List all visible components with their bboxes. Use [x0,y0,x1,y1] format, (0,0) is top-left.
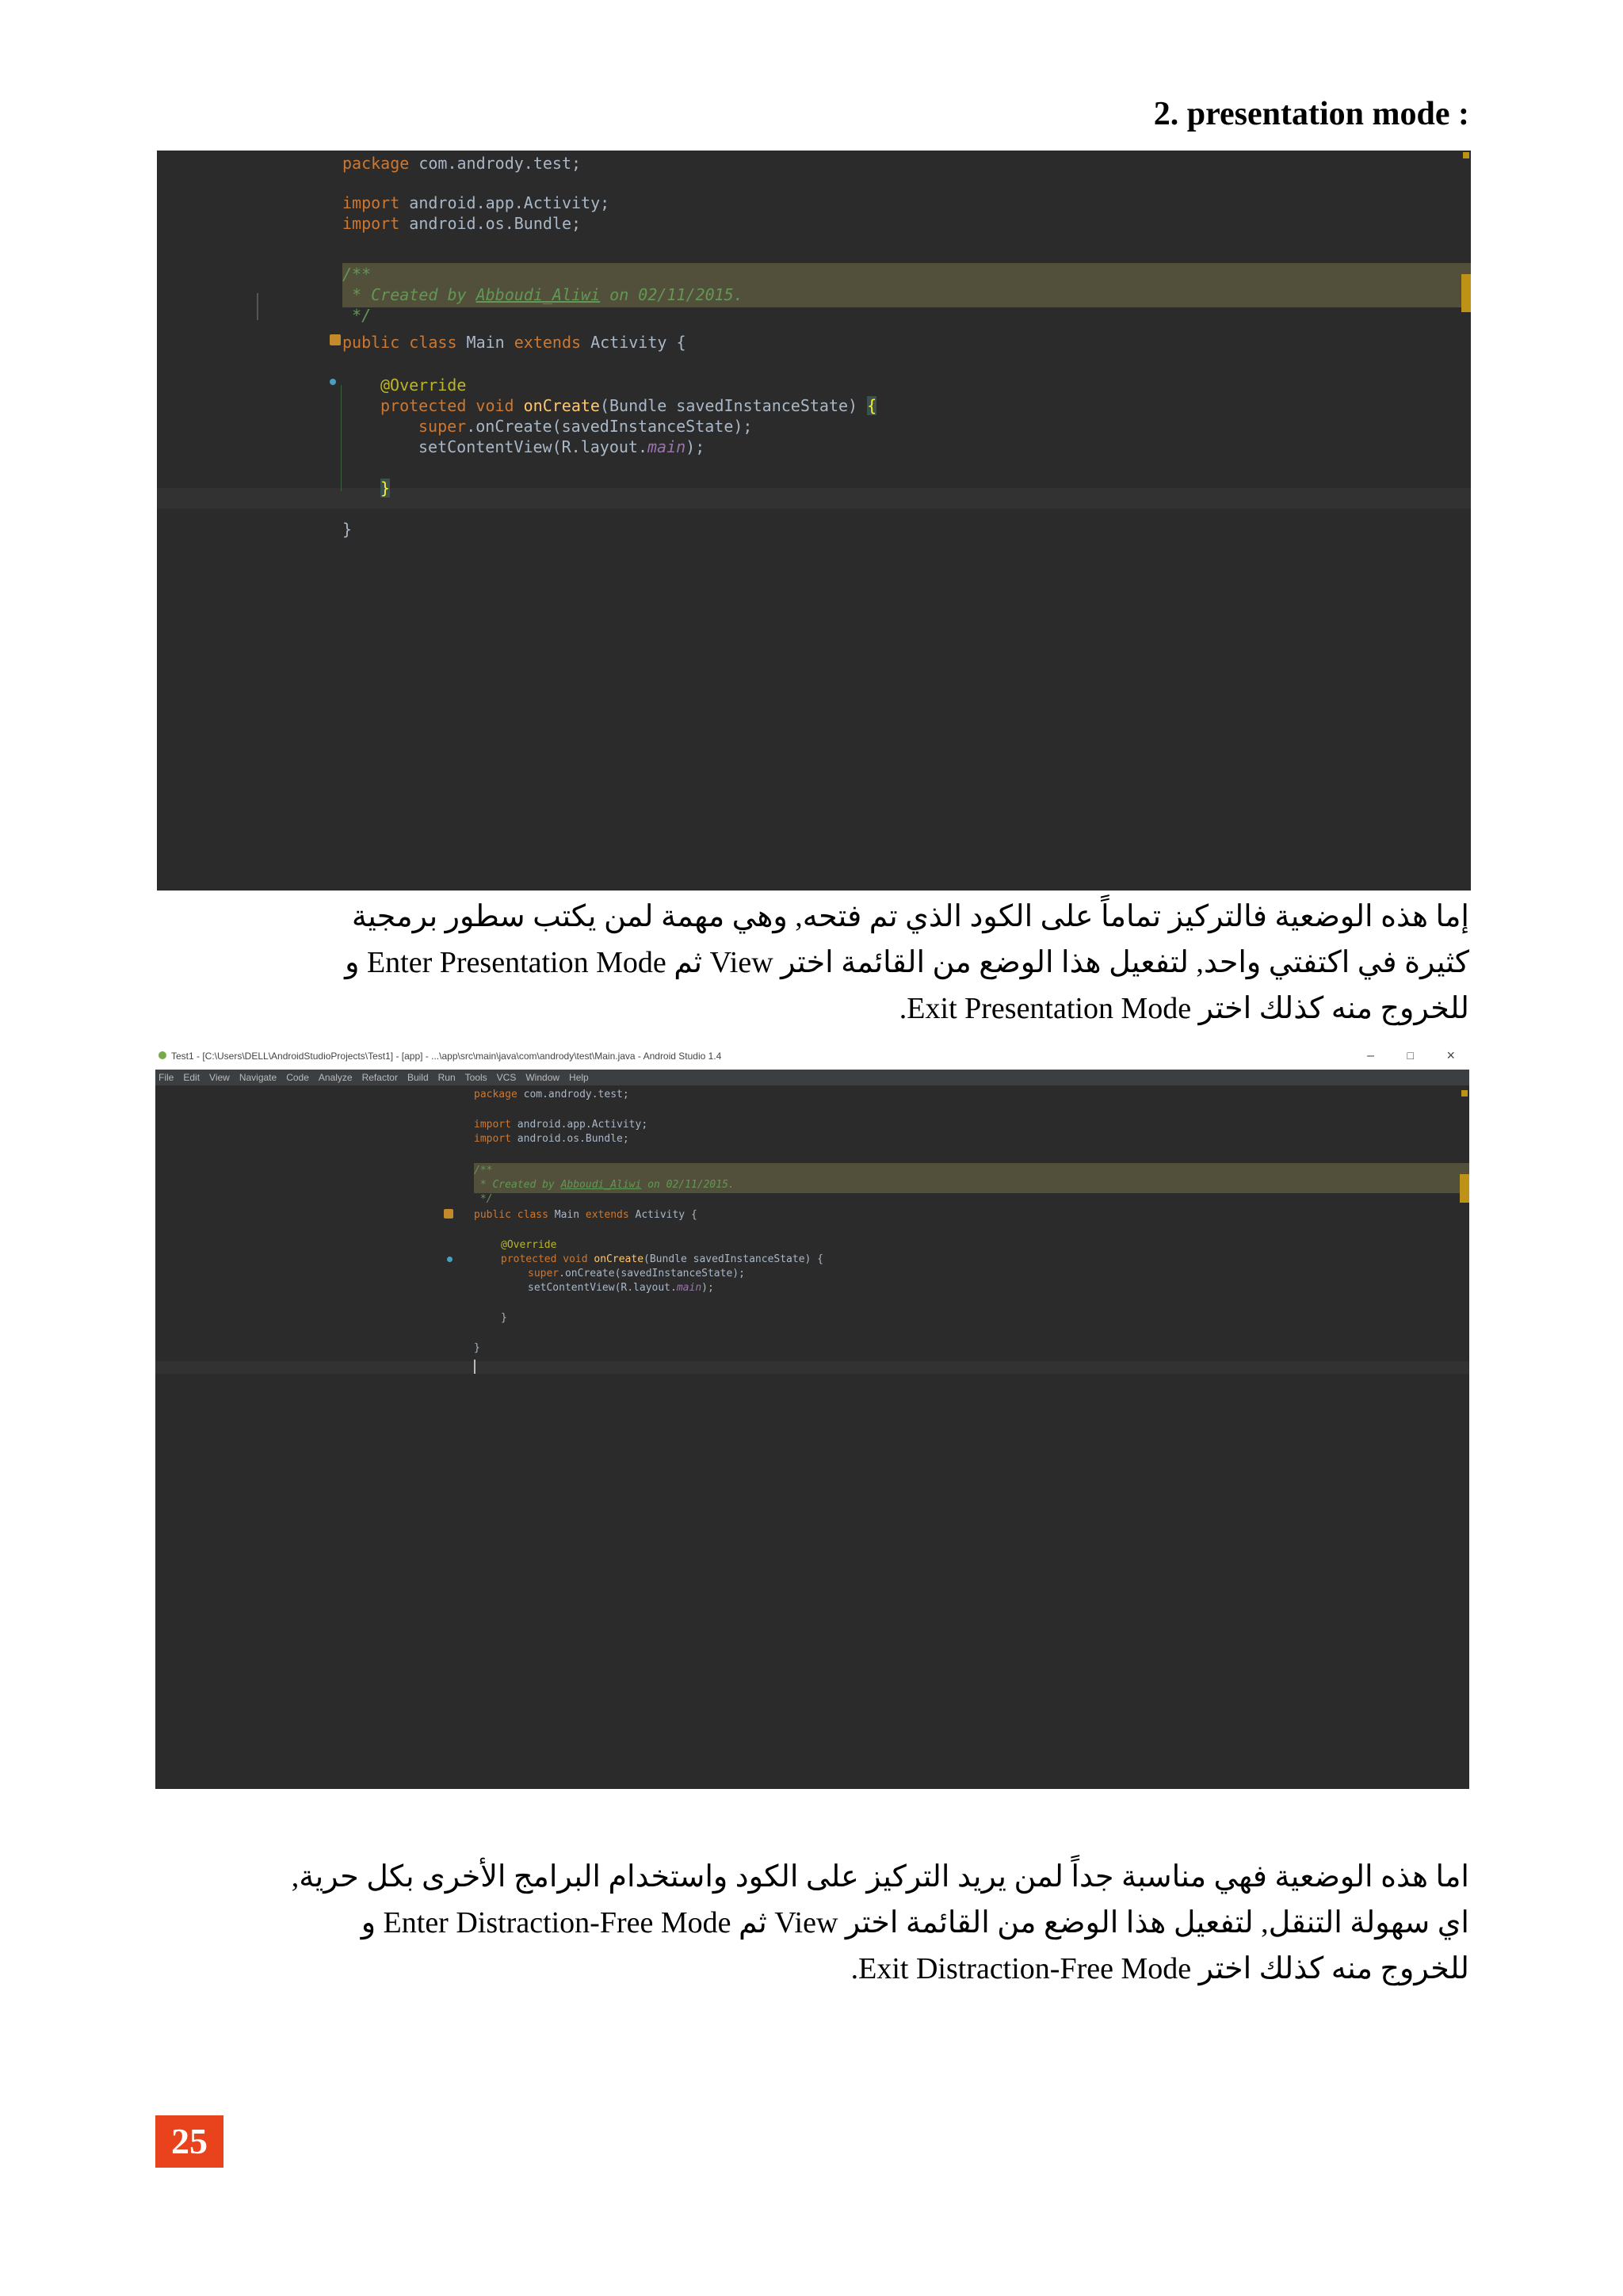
class-gutter-icon [330,334,341,345]
menu-item-code[interactable]: Code [286,1072,309,1083]
override-gutter-icon [447,1257,453,1262]
close-button[interactable]: × [1446,1047,1455,1063]
scroll-marker [1460,1174,1469,1203]
maximize-button[interactable]: □ [1407,1049,1414,1062]
menu-item-window[interactable]: Window [525,1072,560,1083]
window-title: Test1 - [C:\Users\DELL\AndroidStudioProjects\Test1] - [app] - ...\app\src\main\java\com\andrody\test\Main.java - Android Studio 1.4 [171,1051,722,1062]
inspection-indicator [1463,152,1469,158]
menu-item-vcs[interactable]: VCS [496,1072,517,1083]
menu-item-help[interactable]: Help [569,1072,589,1083]
caret-line-highlight [155,1361,1469,1374]
class-gutter-icon [444,1209,453,1219]
app-icon [158,1051,166,1059]
menu-item-analyze[interactable]: Analyze [318,1072,353,1083]
menu-item-tools[interactable]: Tools [464,1072,487,1083]
inspection-indicator [1461,1090,1468,1097]
text-cursor [474,1360,475,1374]
page-number: 25 [155,2115,223,2168]
scroll-marker [1461,274,1471,312]
presentation-mode-screenshot: package com.andrody.test; import android.app.Activity; import android.os.Bundle; /** * Created by Abboudi_Aliwi on 02/11/2015. */ public class Main extends Activity { @Override protected void onCreate(Bundle savedInstanceState) { super.onCreate(savedInstanceState); setContentView(R.layout.main); } } [157,151,1471,891]
menu-item-run[interactable]: Run [437,1072,456,1083]
section-heading: 2. presentation mode : [1153,96,1469,132]
presentation-mode-description: إما هذه الوضعية فالتركيز تماماً على الكود الذي تم فتحه, وهي مهمة لمن يكتب سطور برمجية كثيرة في اكتفتي واحد, لتفعيل هذا الوضع من القائمة اختر View ثم Enter Presentation Mode و للخروج منه كذلك اختر Exit Presentation Mode. [345,900,1469,1025]
menu-item-edit[interactable]: Edit [183,1072,200,1083]
override-gutter-icon [330,379,336,385]
distraction-free-mode-screenshot: package com.andrody.test; import android.app.Activity; import android.os.Bundle; /** * Created by Abboudi_Aliwi on 02/11/2015. */ public class Main extends Activity { @Override protected void onCreate(Bundle savedInstanceState) { super.onCreate(savedInstanceState); setContentView(R.layout.main); } } [155,1070,1469,1789]
caret-line-highlight [157,488,1471,509]
menu-item-build[interactable]: Build [407,1072,429,1083]
menu-item-file[interactable]: File [158,1072,174,1083]
distraction-free-description: اما هذه الوضعية فهي مناسبة جداً لمن يريد التركيز على الكود واستخدام البرامج الأخرى بكل حرية, اي سهولة التنقل, لتفعيل هذا الوضع من القائمة اختر View ثم Enter Distraction-Free Mode و للخروج منه كذلك اختر Exit Distraction-Free Mode. [291,1860,1469,1985]
menu-item-refactor[interactable]: Refactor [361,1072,398,1083]
menu-item-navigate[interactable]: Navigate [239,1072,277,1083]
minimize-button[interactable]: – [1367,1049,1374,1062]
menu-item-view[interactable]: View [209,1072,230,1083]
menu-bar [155,1070,1469,1085]
window-titlebar [155,1044,1469,1070]
